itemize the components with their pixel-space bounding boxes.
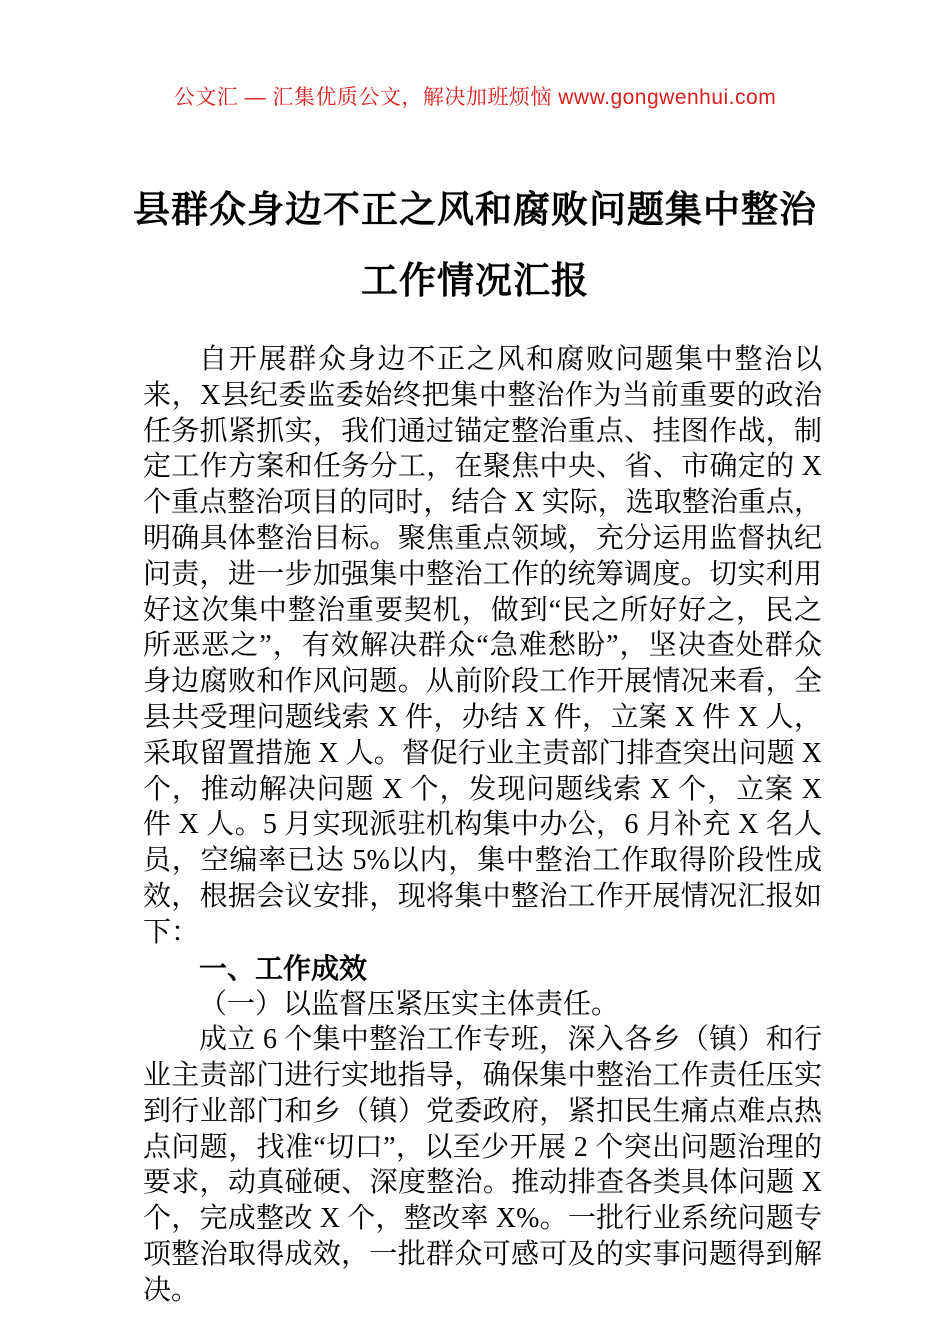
paragraph-intro: 自开展群众身边不正之风和腐败问题集中整治以来，X县纪委监委始终把集中整治作为当前重要的政治任务抓紧抓实，我们通过锚定整治重点、挂图作战，制定工作方案和任务分工，在聚焦中央、省、市确定的 X 个重点整治项目的同时，结合 X 实际，选取整治重点，明确具体整治目标。聚焦重点领域，充分运用监督执纪问责，进一步加强集中整治工作的统筹调度。切实利用好这次集中整治重要契机，做到“民之所好好之，民之所恶恶之”，有效解决群众“急难愁盼”，坚决查处群众身边腐败和作风问题。从前阶段工作开展情况来看，全县共受理问题线索 X 件，办结 X 件，立案 X 件 X 人，采取留置措施 X 人。督促行业主责部门排查突出问题 X 个，推动解决问题 X 个，发现问题线索 X 个，立案 X 件 X 人。5 月实现派驻机构集中办公，6 月补充 X 名人员，空编率已达 5%以内，集中整治工作取得阶段性成效，根据会议安排，现将集中整治工作开展情况汇报如下： (143, 344, 822, 948)
title-line-2: 工作情况汇报 (361, 260, 589, 301)
subsection-heading-supervision: （一）以监督压紧压实主体责任。 (199, 988, 620, 1020)
document-body (143, 342, 822, 1309)
document-title (0, 174, 950, 316)
watermark-header: 公文汇 — 汇集优质公文，解决加班烦恼 www.gongwenhui.com (173, 86, 777, 109)
title-line-1: 县群众身边不正之风和腐败问题集中整治 (133, 189, 817, 230)
section-heading-work-results: 一、工作成效 (199, 952, 368, 984)
paragraph-work-details: 成立 6 个集中整治工作专班，深入各乡（镇）和行业主责部门进行实地指导，确保集中整治工作责任压实到行业部门和乡（镇）党委政府，紧扣民生痛点难点热点问题，找准“切口”，以至少开展 2 个突出问题治理的要求，动真碰硬、深度整治。推动排查各类具体问题 X 个，完成整改 X 个，整改率 X%。一批行业系统问题专项整治取得成效，一批群众可感可及的实事问题得到解决。 (143, 1024, 822, 1306)
